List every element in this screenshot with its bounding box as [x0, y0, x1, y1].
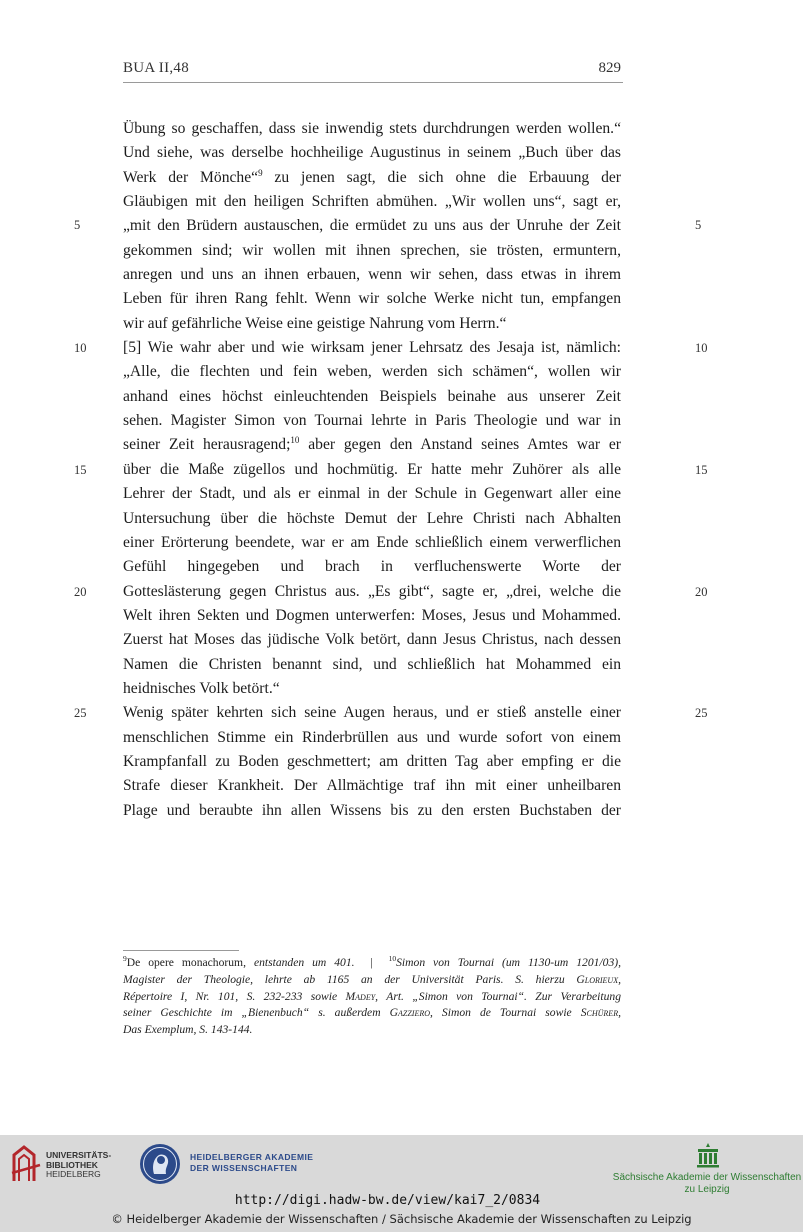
saxon-academy-logo-icon[interactable]: [696, 1142, 720, 1168]
footnote-ref[interactable]: 10: [290, 435, 300, 446]
text-line: Plage und beraubte ihn allen Wissens bis zu den ersten Buchstaben der: [123, 801, 621, 819]
text-line: seiner Zeit herausragend;$^{10}$ aber gegen den Anstand seines Amtes war er: [123, 435, 621, 454]
line-number-left: 5: [74, 218, 81, 232]
edition-siglum: BUA II,48: [123, 60, 190, 76]
text-line: menschlichen Stimme ein Rinderbrüllen aus und wurde sofort von einem: [123, 728, 621, 746]
line-number-left: 15: [74, 463, 87, 477]
text-line: „Alle, die flechten und fein weben, werden sich schämen“, wollen wir: [123, 363, 621, 381]
text-line: Und siehe, was derselbe hochheilige Augustinus in seinem „Buch über das: [123, 144, 621, 162]
text-line: [5] Wie wahr aber und wie wirksam jener Lehrsatz des Jesaja ist, nämlich:: [123, 339, 621, 357]
line-number-left: 10: [74, 341, 87, 355]
copyright-notice: © Heidelberger Akademie der Wissenschaften / Sächsische Akademie der Wissenschaften zu Leipzig: [111, 1212, 692, 1226]
academy-seal-icon[interactable]: [139, 1143, 181, 1185]
text-line: Gotteslästerung gegen Christus aus. „Es gibt“, sagte er, „drei, welche die: [123, 582, 621, 600]
permalink-url[interactable]: http://digi.hadw-bw.de/view/kai7_2/0834: [234, 1193, 541, 1208]
line-number-right: 5: [695, 218, 702, 232]
text-line: Werk der Mönche“$^9$ zu jenen sagt, die sich ohne die Erbauung der: [123, 167, 621, 186]
text-line: Leben für ihren Rang fehlt. Wenn wir solche Werke nicht tun, empfangen: [123, 290, 621, 308]
line-number-left: 25: [74, 706, 87, 720]
text-line: Gläubigen mit den heiligen Schriften abmühen. „Wir wollen uns“, sagt er,: [123, 193, 621, 211]
text-line: über die Maße zügellos und hochmütig. Er hatte mehr Zuhörer als alle: [123, 460, 621, 478]
text-line: Gefühl hingegeben und brach in verfluchenswerte Worte der: [123, 558, 621, 576]
line-number-right: 10: [695, 341, 708, 355]
footnote-line: Das Exemplum, S. 143-144.: [123, 1023, 253, 1037]
main-text: [123, 117, 621, 823]
footnote-rule: [123, 950, 239, 951]
text-line: Untersuchung über die höchste Demut der Lehre Christi nach Abhalten: [123, 509, 621, 527]
text-line: Wenig später kehrten sich seine Augen heraus, und er stieß anstelle einer: [123, 704, 621, 722]
text-line: „mit den Brüdern austauschen, die ermüdet zu uns aus der Unruhe der Zeit: [123, 217, 621, 235]
text-line: Krampfanfall zu Boden geschmettert; am dritten Tag aber empfing er die: [123, 752, 621, 770]
footnote-line: $^9$De opere monachorum, entstanden um 401. | $^{10}$Simon von Tournai (um 1130-um 1201/03),: [123, 954, 622, 969]
text-line: sehen. Magister Simon von Tournai lehrte in Paris Theologie und war in: [123, 412, 621, 430]
university-library-name[interactable]: UNIVERSITÄTS- BIBLIOTHEK HEIDELBERG: [46, 1150, 112, 1179]
saxon-academy-name[interactable]: Sächsische Akademie der Wissenschaften zu Leipzig: [612, 1172, 802, 1195]
text-line: Welt ihren Sekten und Dogmen unterwerfen: Moses, Jesus und Mohammed.: [123, 606, 621, 624]
text-line: Namen die Christen benannt sind, und schließlich hat Mohammed ein: [123, 655, 621, 673]
text-line: wir auf gefährliche Weise eine geistige Nahrung vom Herrn.“: [123, 314, 507, 332]
line-number-right: 15: [695, 463, 708, 477]
text-line: Zuerst hat Moses das jüdische Volk betört, dann Jesus Christus, nach dessen: [123, 631, 621, 649]
text-line: Lehrer der Stadt, und als er einmal in der Schule in Gegenwart aller eine: [123, 485, 621, 503]
heidelberg-academy-name[interactable]: HEIDELBERGER AKADEMIE DER WISSENSCHAFTEN: [190, 1152, 314, 1173]
footnote-ref[interactable]: 9: [258, 167, 263, 178]
text-line: Übung so geschaffen, dass sie inwendig stets durchdrungen werden wollen.“: [123, 120, 621, 137]
text-line: anregen und uns an ihnen erbauen, wenn wir sehen, dass etwas in ihrem: [123, 266, 621, 284]
footnote-line: Répertoire I, Nr. 101, S. 232-233 sowie Madey, Art. „Simon von Tournai“. Zur Verarbeitung: [123, 989, 621, 1003]
page-number: 829: [598, 60, 621, 76]
footnote-line: Magister der Theologie, lehrte ab 1165 an der Universität Paris. S. hierzu Glorieux,: [123, 972, 621, 986]
text-line: einer Erörterung beendete, war er am Ende schließlich einem verwerflichen: [123, 533, 621, 551]
line-number-right: 20: [695, 585, 708, 599]
footnote-line: seiner Geschichte im „Bienenbuch“ s. außerdem Gazziero, Simon de Tournai sowie Schürer,: [123, 1006, 621, 1020]
text-line: Strafe dieser Krankheit. Der Allmächtige traf ihn mit einer unheilbaren: [123, 777, 621, 795]
text-line: gekommen sind; wir wollen mit ihnen sprechen, sie trösten, ermuntern,: [123, 241, 621, 259]
text-line: heidnisches Volk betört.“: [123, 679, 280, 697]
footnotes: [123, 955, 621, 1039]
running-head: [123, 60, 623, 83]
line-number-left: 20: [74, 585, 87, 599]
text-line: anhand eines höchst einleuchtenden Beispiels beinahe aus unserer Zeit: [123, 387, 621, 405]
line-number-right: 25: [695, 706, 708, 720]
